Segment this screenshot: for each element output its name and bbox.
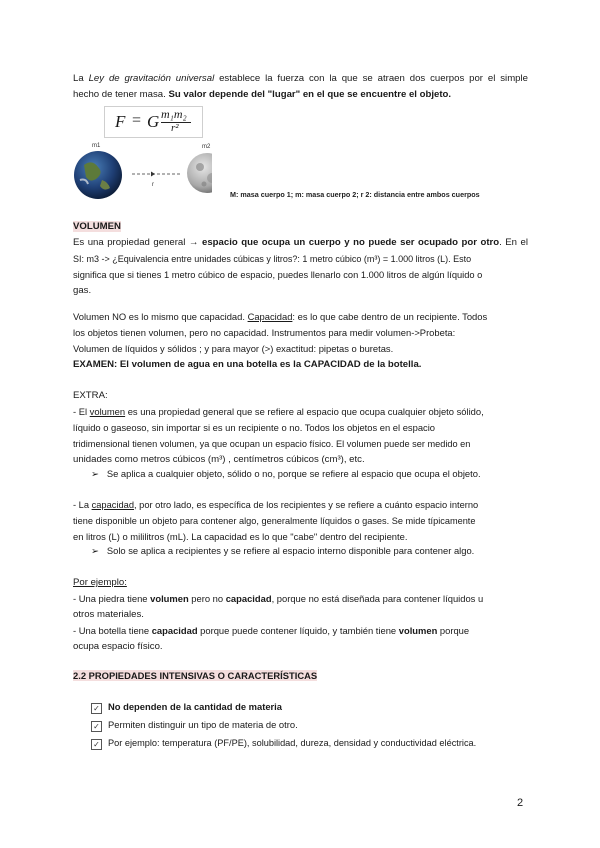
- formula-g: G: [147, 112, 160, 131]
- extra-volumen-paragraph: [73, 404, 528, 468]
- label-r: r: [152, 182, 154, 188]
- volumen-l2: SI: m3 -> ¿Equivalencia entre unidades cúbicas y litros?: 1 metro cúbico (m³) = 1.000 litros (L). Esto: [73, 254, 472, 264]
- extra-volumen-bullet: [91, 466, 481, 482]
- formula-equals: =: [132, 112, 142, 129]
- intro-paragraph: [73, 71, 528, 103]
- intro-text-c: hecho de tener masa.: [73, 89, 169, 100]
- checkbox-checked-icon: ✓: [91, 703, 102, 714]
- ejemplo-2-capacidad: capacidad: [151, 625, 198, 636]
- formula-f: F: [115, 112, 126, 131]
- ejemplo-2-a: - Una botella tiene: [73, 625, 152, 636]
- extra-c-l1-b: , por otro lado, es específica de los recipientes y se refiere a cuánto espacio interno: [134, 500, 479, 510]
- page-number: 2: [517, 797, 524, 809]
- intensivas-item-text: Permiten distinguir un tipo de materia de otro.: [108, 719, 298, 730]
- intensivas-item: [91, 734, 531, 752]
- ejemplo-1-b: pero no: [188, 593, 226, 604]
- formula-denominator: r²: [171, 122, 179, 134]
- extra-c-l2: tiene disponible un objeto para contener algo, generalmente líquidos o gases. Se mide típicamente: [73, 516, 476, 526]
- checkbox-checked-icon: ✓: [91, 739, 102, 750]
- ejemplo-title: [73, 575, 528, 591]
- law-name: Ley de gravitación universal: [88, 73, 215, 84]
- ejemplo-2-c: porque: [437, 625, 470, 636]
- volumen-heading: [73, 219, 528, 235]
- ejemplo-2-b: porque puede contener líquido, y también tiene: [197, 625, 399, 636]
- volumen-l4: gas.: [73, 285, 92, 296]
- capacidad-paragraph: [73, 309, 528, 373]
- intensivas-heading-text: 2.2 PROPIEDADES INTENSIVAS O CARACTERÍSTICAS: [73, 670, 318, 681]
- ejemplo-2-volumen: volumen: [398, 625, 438, 636]
- ejemplo-1-l2: otros materiales.: [73, 609, 144, 620]
- arrow-bullet-icon: ➢: [91, 468, 99, 479]
- extra-capacidad-bullet: [91, 543, 474, 559]
- volumen-l1-a: Es una propiedad general →: [73, 237, 203, 248]
- ejemplo-title-text: Por ejemplo:: [73, 577, 127, 588]
- intensivas-item-text: Por ejemplo: temperatura (PF/PE), solubilidad, dureza, densidad y conductividad eléctrica.: [108, 738, 477, 748]
- extra-capacidad-word: capacidad: [91, 500, 134, 510]
- intro-text-b: establece la fuerza con la que se atraen dos cuerpos por el simple: [214, 73, 528, 84]
- arrow-bullet-icon: ➢: [91, 545, 99, 556]
- label-m1: m1: [92, 143, 101, 149]
- capacidad-l1-a: Volumen NO es lo mismo que capacidad.: [73, 311, 248, 322]
- figure-caption: M: masa cuerpo 1; m: masa cuerpo 2; r 2: distancia entre ambos cuerpos: [230, 190, 480, 199]
- volumen-heading-text: VOLUMEN: [73, 221, 121, 232]
- gravitation-formula: [104, 106, 203, 138]
- extra-v-l2: líquido o gaseoso, sin importar si es un recipiente o no. Todos los objetos en el espacio: [73, 422, 436, 433]
- volumen-paragraph: [73, 235, 528, 299]
- intensivas-item-text: No dependen de la cantidad de materia: [108, 701, 283, 712]
- extra-v-l1-b: es una propiedad general que se refiere al espacio que ocupa cualquier objeto sólido,: [125, 406, 484, 417]
- ejemplo-2-l2: ocupa espacio físico.: [73, 641, 163, 652]
- earth-moon-illustration: [72, 140, 212, 202]
- capacidad-l3: Volumen de líquidos y sólidos ; y para mayor (>) exactitud: pipetas o buretas.: [73, 343, 394, 354]
- extra-capacidad-paragraph: [73, 497, 528, 545]
- extra-c-l1-a: - La: [73, 500, 92, 510]
- volumen-l3: significa que si tienes 1 metro cúbico de espacio, puedes llenarlo con 1.000 litros de algún líquido o: [73, 270, 483, 280]
- intro-bold: Su valor depende del "lugar" en el que se encuentre el objeto.: [168, 89, 452, 100]
- exam-note: EXAMEN: El volumen de agua en una botella es la CAPACIDAD de la botella.: [73, 359, 422, 370]
- ejemplo-1-c: , porque no está diseñada para contener líquidos u: [271, 593, 484, 604]
- ejemplo-paragraph: [73, 591, 528, 655]
- capacidad-l1-b: : es lo que cabe dentro de un recipiente. Todos: [292, 311, 488, 322]
- extra-title: EXTRA:: [73, 390, 108, 401]
- extra-c-l3: en litros (L) o mililitros (mL). La capacidad es lo que "cabe" dentro del recipiente.: [73, 531, 408, 542]
- volumen-definition: espacio que ocupa un cuerpo y no puede ser ocupado por otro: [202, 237, 500, 248]
- extra-v-l4: unidades como metros cúbicos (m³) , centímetros cúbicos (cm³), etc.: [73, 454, 365, 465]
- moon-icon: [187, 153, 212, 193]
- formula-numerator: m₁m₂: [161, 107, 187, 121]
- intensivas-item: [91, 716, 531, 734]
- extra-capacidad-bullet-text: Solo se aplica a recipientes y se refiere al espacio interno disponible para contener algo.: [106, 545, 475, 556]
- intensivas-heading: [73, 668, 528, 685]
- ejemplo-1-capacidad: capacidad: [225, 593, 272, 604]
- intensivas-item: [91, 698, 531, 716]
- extra-volumen-word: volumen: [89, 406, 126, 417]
- earth-icon: [74, 151, 122, 199]
- ejemplo-1-volumen: volumen: [150, 593, 189, 604]
- capacidad-l2: los objetos tienen volumen, pero no capacidad. Instrumentos para medir volumen->Probeta:: [73, 327, 456, 338]
- volumen-l1-c: . En el: [499, 237, 528, 248]
- ejemplo-1-a: - Una piedra tiene: [73, 593, 151, 604]
- distance-line: [132, 172, 182, 177]
- extra-v-l1-a: - El: [73, 406, 90, 417]
- intro-text-a: La: [73, 73, 89, 84]
- label-m2: m2: [202, 144, 211, 150]
- extra-volumen-bullet-text: Se aplica a cualquier objeto, sólido o no, porque se refiere al espacio que ocupa el objeto.: [106, 468, 481, 479]
- capacidad-word: Capacidad: [247, 311, 293, 322]
- checkbox-checked-icon: ✓: [91, 721, 102, 732]
- extra-v-l3: tridimensional tienen volumen, ya que ocupan un espacio físico. El volumen puede ser medido en: [73, 439, 471, 449]
